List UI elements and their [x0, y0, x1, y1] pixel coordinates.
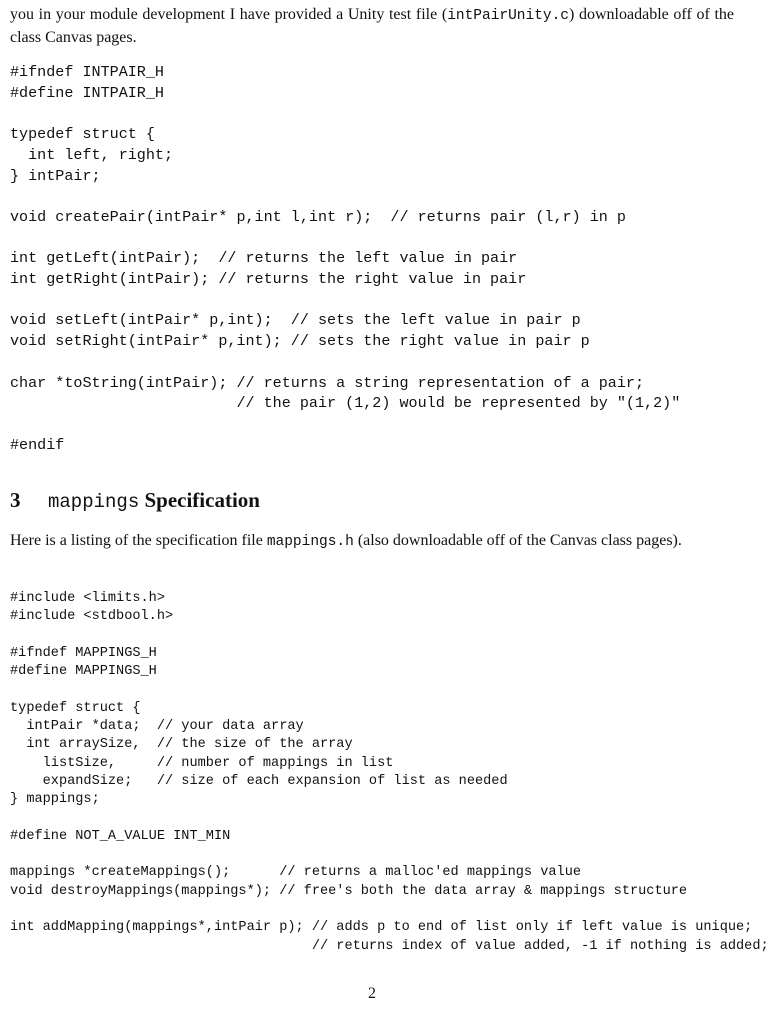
section-title-code: mappings [48, 491, 140, 513]
section-intro-filename: mappings.h [266, 534, 354, 550]
section-title-text: Specification [144, 488, 260, 512]
section-intro-paragraph [10, 530, 734, 553]
page-number: 2 [368, 985, 376, 1002]
intpair-header-code: #ifndef INTPAIR_H #define INTPAIR_H typedef struct { int left, right; } intPair; void createPair(intPair* p,int l,int r); // returns pair (l,r) in p int getLeft(intPair); // returns the left value in pair int getRight(intPair); // returns the right value in pair void setLeft(intPair* p,int); // sets the left value in pair p void setRight(intPair* p,int); // sets the right value in pair p char *toString(intPair); // returns a string representation of a pair; // the pair (1,2) would be represented by "(1,2)" #endif [10, 63, 681, 454]
intro-text-after: ) downloadable off of the class Canvas pages. [10, 6, 734, 46]
section-intro-text-after: (also downloadable off of the Canvas class pages). [353, 532, 682, 549]
intro-text-before: you in your module development I have provided a Unity test file ( [10, 6, 448, 23]
section-heading [10, 486, 260, 516]
section-intro-text-before: Here is a listing of the specification file [10, 532, 267, 549]
intro-filename: intPairUnity.c [447, 8, 570, 24]
section-number: 3 [10, 488, 21, 512]
mappings-header-code: #include <limits.h> #include <stdbool.h> #ifndef MAPPINGS_H #define MAPPINGS_H typedef struct { intPair *data; // your data array int arraySize, // the size of the array listSize, // number of mappings in list expandSize; // size of each expansion of list as needed } mappings; #define NOT_A_VALUE INT_MIN mappings *createMappings(); // returns a malloc'ed mappings value void destroyMappings(mappings*); // free's both the data array & mappings structure int addMapping(mappings*,intPair p); // adds p to end of list only if left value is unique; // returns index of value added, -1 if nothing is added; [10, 591, 769, 954]
intro-paragraph [10, 4, 734, 49]
